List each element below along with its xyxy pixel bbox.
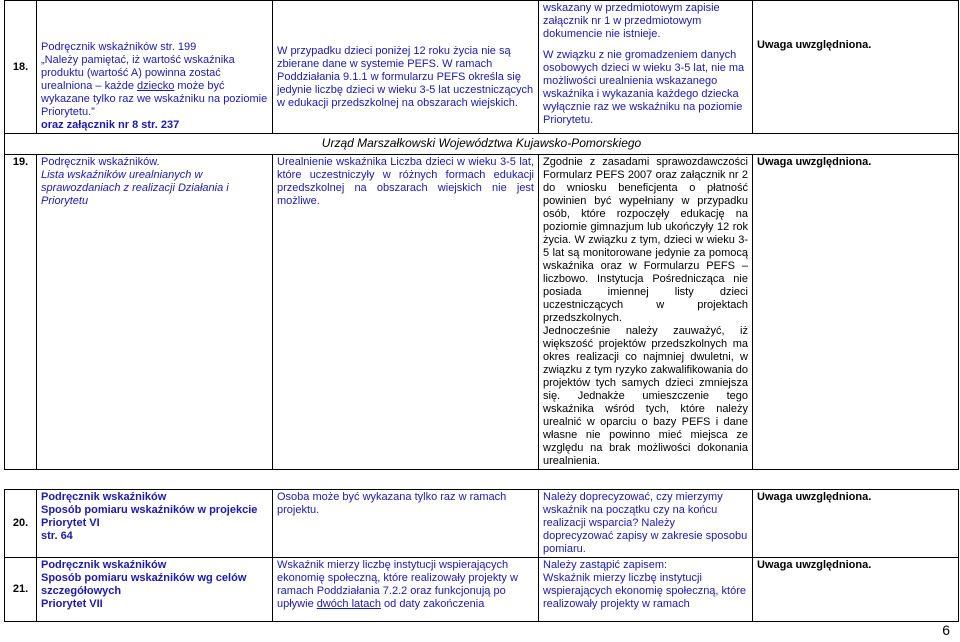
status-cell: Uwaga uwzględniona. [753, 558, 959, 622]
organization-heading: Urząd Marszałkowski Województwa Kujawsko-Pomorskiego [5, 134, 959, 155]
source-title: Podręcznik wskaźników str. 199 [41, 41, 197, 53]
quote-text-b: może być wykazane tylko raz we wskaźniku na poziomie Priorytetu.” [41, 80, 268, 118]
org-heading-row [5, 134, 959, 155]
source-title: Podręcznik wskaźników. [41, 156, 160, 168]
comment-content-cell [273, 558, 539, 622]
source-list-title: Lista wskaźników urealnianych w sprawozdaniach z realizacji Działania i Priorytetu [41, 169, 229, 207]
source-reference-cell [37, 1, 273, 134]
source-reference-cell [37, 155, 273, 470]
content-text-b: od daty zakończenia [380, 598, 485, 610]
comments-table-bottom [4, 489, 959, 622]
comments-table-section-bottom [4, 489, 958, 622]
justification-part-b: Jednocześnie należy zauważyć, iż większość projektów przedszkolnych ma okres realizacji co najmniej dwuletni, w związku z tym ryzyko zakwalifikowania do projektów tych samych dzieci zmniejsza się. Jednakże umieszczenie tego wskaźnika wśród tych, które należy urealnić w oparciu o bazy PEFS i dane własne nie powinno mieć miejsca ze względu na brak możliwości dokonania urealnienia. [543, 325, 748, 467]
comment-content-cell: Osoba może być wykazana tylko raz w ramach projektu. [273, 490, 539, 558]
justification-part-a: wskazany w przedmiotowym zapisie załącznik nr 1 w przedmiotowym dokumencie nie istnieje. [543, 2, 720, 40]
content-underlined-words: dwóch latach [316, 598, 381, 610]
row-number: 21. [5, 558, 37, 622]
justification-part-a: Zgodnie z zasadami sprawozdawczości Formularz PEFS 2007 oraz załącznik nr 2 do wniosku beneficjenta o płatność powinien być wypełniany w przypadku osób, które rozpoczęły edukację na poziomie gimnazjum lub ukończyły 12 rok życia. W związku z tym, dzieci w wieku 3-5 lat są monitorowane jedynie za pomocą wskaźnika oraz w Formularzu PEFS – liczbowo. Instytucja Pośrednicząca nie posiada imiennej listy dzieci uczestniczących w projektach przedszkolnych. [543, 156, 748, 324]
row-number: 19. [5, 155, 37, 470]
status-cell: Uwaga uwzględniona. [753, 490, 959, 558]
quote-text-a: „Należy pamiętać, iż wartość wskaźnika produktu (wartość A) powinna zostać urealniona – każde [41, 54, 235, 92]
justification-part-b: W związku z nie gromadzeniem danych osobowych dzieci w wieku 3-5 lat, nie ma możliwości urealnienia wskazanego wskaźnika i wykazania każdego dziecka wyłącznie raz we wskaźniku na poziomie Priorytetu. [543, 49, 745, 126]
row-number: 18. [5, 1, 37, 134]
justification-cell: Należy zastąpić zapisem: Wskaźnik mierzy liczbę instytucji wspierających ekonomię społeczną, które realizowały projekty w ramach [539, 558, 753, 622]
quote-underlined-word: dziecko [137, 80, 175, 92]
table-row-21 [5, 558, 959, 622]
comment-content-cell: W przypadku dzieci poniżej 12 roku życia nie są zbierane dane w systemie PEFS. W ramach Poddziałania 9.1.1 w formularzu PEFS określa się jedynie liczbę dzieci w wieku 3-5 lat uczestniczących w edukacji przedszkolnej na obszarach wiejskich. [273, 1, 539, 134]
status-cell: Uwaga uwzględniona. [753, 155, 959, 470]
table-row-18 [5, 1, 959, 134]
comment-content-cell: Urealnienie wskaźnika Liczba dzieci w wieku 3-5 lat, które uczestniczyły w różnych formach edukacji przedszkolnej na obszarach wiejskich nie jest możliwe. [273, 155, 539, 470]
justification-cell: Należy doprecyzować, czy mierzymy wskaźnik na początku czy na końcu realizacji wsparcia? Należy doprecyzować zapisy w zakresie sposobu pomiaru. [539, 490, 753, 558]
justification-cell [539, 1, 753, 134]
comments-table-top [4, 0, 959, 470]
table-row-20 [5, 490, 959, 558]
source-quote [41, 54, 268, 119]
justification-cell [539, 155, 753, 470]
row-number: 20. [5, 490, 37, 558]
source-reference-cell: Podręcznik wskaźników Sposób pomiaru wskaźników w projekcie Priorytet VI str. 64 [37, 490, 273, 558]
page-number: 6 [942, 622, 950, 638]
source-attachment: oraz załącznik nr 8 str. 237 [41, 119, 180, 131]
content-text-a: Wskaźnik mierzy liczbę instytucji wspierających ekonomię społeczną, które realizowały projekty w ramach Poddziałania 7.2.2 oraz funkcjonują po upływie [277, 559, 518, 610]
source-reference-cell: Podręcznik wskaźników Sposób pomiaru wskaźników wg celów szczegółowych Priorytet VII [37, 558, 273, 622]
status-cell: Uwaga uwzględniona. [753, 1, 959, 134]
comments-table-section-top [4, 0, 958, 470]
table-row-19 [5, 155, 959, 470]
